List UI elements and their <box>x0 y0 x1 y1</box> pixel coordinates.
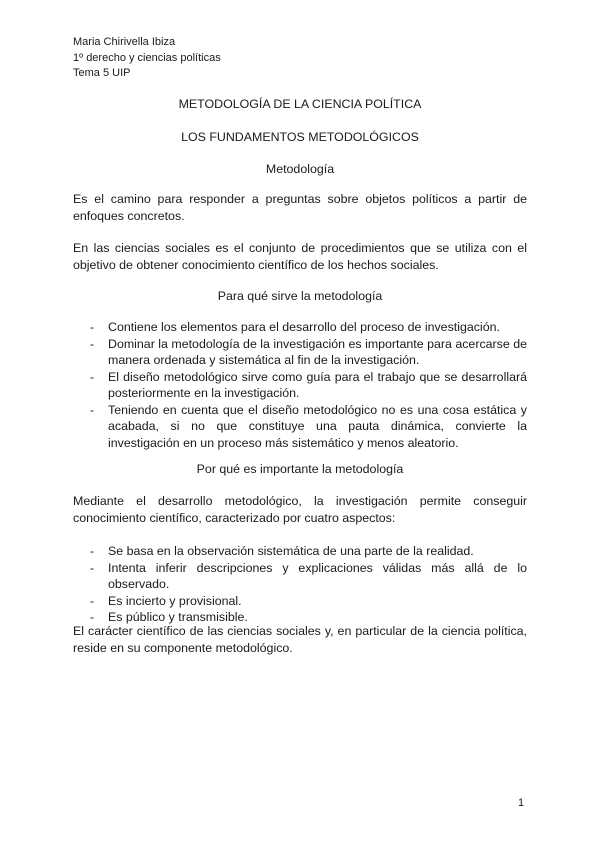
list-item-text: Intenta inferir descripciones y explicaciones válidas más allá de lo observado. <box>108 560 527 591</box>
heading-por-que: Por qué es importante la metodología <box>196 462 404 476</box>
list-por-que <box>73 543 527 626</box>
dash-marker: - <box>90 560 95 575</box>
document-header <box>73 35 221 82</box>
course-name: 1º derecho y ciencias políticas <box>73 51 221 64</box>
document-title: METODOLOGÍA DE LA CIENCIA POLÍTICA <box>178 97 422 111</box>
list-item <box>73 369 527 402</box>
heading-para-que: Para qué sirve la metodología <box>217 289 383 303</box>
list-item-text: Teniendo en cuenta que el diseño metodológico no es una cosa estática y acabada, si no que constituye una pauta dinámica, convierte la investigación en un proceso más sistemático y menos aleatorio. <box>108 402 527 450</box>
dash-marker: - <box>90 369 95 384</box>
list-item-text: El diseño metodológico sirve como guía para el trabajo que se desarrollará posteriormente en la investigación. <box>108 369 527 400</box>
list-item-text: Contiene los elementos para el desarrollo del proceso de investigación. <box>108 320 500 334</box>
list-item <box>73 560 527 593</box>
page-number: 1 <box>518 797 525 809</box>
list-item <box>73 543 527 560</box>
author-name: Maria Chirivella Ibiza <box>73 36 176 48</box>
dash-marker: - <box>90 544 95 558</box>
list-item-text: Dominar la metodología de la investigación es importante para acercarse de manera ordenada y sistemática al fin de la investigación. <box>108 336 527 367</box>
paragraph-social-sciences: En las ciencias sociales es el conjunto de procedimientos que se utiliza con el objetivo de obtener conocimiento científico de los hechos sociales. <box>73 241 527 272</box>
list-item <box>73 593 527 610</box>
list-item-text: Se basa en la observación sistemática de una parte de la realidad. <box>108 544 474 558</box>
dash-marker: - <box>90 593 95 608</box>
list-item <box>73 336 527 369</box>
dash-marker: - <box>90 402 95 417</box>
dash-marker: - <box>90 610 95 624</box>
list-item <box>73 402 527 452</box>
dash-marker: - <box>90 336 95 351</box>
paragraph-intro: Mediante el desarrollo metodológico, la investigación permite conseguir conocimiento científico, caracterizado por cuatro aspectos: <box>73 494 527 525</box>
dash-marker: - <box>90 320 95 334</box>
heading-metodologia: Metodología <box>265 162 335 176</box>
list-para-que <box>73 319 527 451</box>
list-item <box>73 319 527 336</box>
list-item-text: Es incierto y provisional. <box>108 593 242 608</box>
paragraph-definition: Es el camino para responder a preguntas sobre objetos políticos a partir de enfoques concretos. <box>73 192 527 223</box>
topic-label: Tema 5 UIP <box>73 67 131 79</box>
document-subtitle: LOS FUNDAMENTOS METODOLÓGICOS <box>181 130 419 144</box>
list-item-text: Es público y transmisible. <box>108 610 248 624</box>
paragraph-conclusion: El carácter científico de las ciencias sociales y, en particular de la ciencia política, reside en su componente metodológico. <box>73 624 527 655</box>
